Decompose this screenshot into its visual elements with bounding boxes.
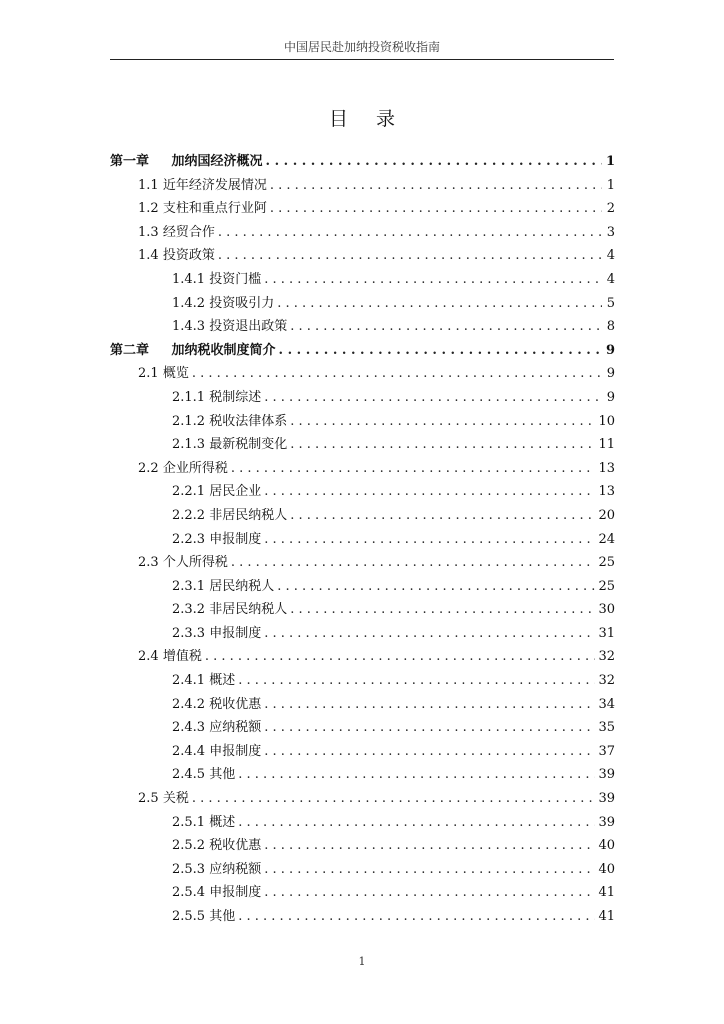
toc-entry-title: 投资政策 (162, 248, 215, 264)
toc-entry-label (172, 858, 261, 882)
toc-entry[interactable] (110, 292, 615, 316)
toc-entry-label (138, 244, 215, 268)
toc-entry[interactable] (110, 433, 615, 457)
toc-entry[interactable] (110, 787, 615, 811)
toc-entry-page: 10 (598, 413, 615, 429)
toc-entry-title: 申报制度 (209, 625, 262, 641)
toc-entry-number: 2.4.5 (172, 767, 206, 783)
toc-entry-page: 9 (606, 389, 615, 405)
page-number: 1 (358, 955, 366, 968)
toc-entry-label (172, 315, 287, 339)
toc-entry-number: 2.1.3 (172, 437, 206, 453)
toc-entry-number: 2.5.5 (172, 909, 206, 924)
toc-entry-number: 2.5 (138, 791, 159, 807)
toc-entry-page: 4 (606, 248, 615, 264)
toc-entry-title: 居民企业 (209, 484, 262, 500)
toc-entry-number: 2.3 (138, 555, 159, 571)
toc-entry-title: 投资吸引力 (209, 295, 275, 311)
toc-entry-number: 2.4.1 (172, 673, 206, 689)
toc-entry-label (172, 386, 261, 410)
toc-entry[interactable] (110, 905, 615, 929)
toc-entry[interactable] (110, 881, 615, 905)
toc-entry[interactable] (110, 457, 615, 481)
toc-entry-number: 2.4.3 (172, 720, 206, 736)
toc-entry-page: 20 (598, 507, 615, 523)
toc-entry-number: 2.2 (138, 460, 159, 476)
toc-entry-label (172, 268, 261, 292)
toc-entry-label (138, 221, 215, 245)
toc-entry-label (138, 174, 267, 198)
toc-entry-title: 非居民纳税人 (209, 602, 288, 618)
dot-leader (290, 315, 602, 339)
toc-entry-number: 2.4.2 (172, 696, 206, 712)
toc-entry[interactable] (110, 575, 615, 599)
toc-entry-label (110, 150, 263, 174)
dot-leader (290, 410, 595, 434)
toc-entry-label (172, 622, 261, 646)
toc-entry-title: 最新税制变化 (209, 437, 288, 453)
running-header: 中国居民赴加纳投资税收指南 (110, 38, 614, 60)
toc-entry-page: 31 (598, 625, 615, 641)
toc-entry-title: 申报制度 (209, 531, 262, 547)
toc-entry-title: 其他 (209, 909, 236, 924)
toc-entry[interactable] (110, 834, 615, 858)
toc-entry-label (138, 197, 267, 221)
toc-entry-page: 35 (598, 720, 615, 736)
toc-entry-number: 1.4.2 (172, 295, 206, 311)
dot-leader (270, 174, 602, 198)
dot-leader (192, 787, 596, 811)
toc-entry-label (172, 504, 287, 528)
toc-entry-number: 2.5.2 (172, 838, 206, 854)
toc-entry-page: 39 (598, 791, 615, 807)
toc-entry-label (172, 763, 235, 787)
toc-entry[interactable] (110, 763, 615, 787)
toc-entry-number: 2.5.3 (172, 861, 206, 877)
toc-entry-number: 2.3.3 (172, 625, 206, 641)
toc-entry[interactable] (110, 622, 615, 646)
toc-entry-title: 税制综述 (209, 389, 262, 405)
toc-entry-label (138, 457, 228, 481)
toc-entry-page: 5 (606, 295, 615, 311)
dot-leader (290, 433, 595, 457)
toc-entry-page: 32 (598, 649, 615, 665)
toc-entry-label (138, 362, 189, 386)
dot-leader (192, 362, 602, 386)
toc-entry-label (172, 811, 235, 835)
toc-entry-title: 加纳国经济概况 (171, 154, 263, 169)
dot-leader (264, 881, 595, 905)
toc-entry-page: 39 (598, 814, 615, 830)
toc-entry[interactable] (110, 693, 615, 717)
toc-entry-number: 1.2 (138, 201, 159, 217)
toc-entry-number: 2.1.2 (172, 413, 206, 429)
toc-entry-title: 应纳税额 (209, 861, 262, 877)
toc-entry-number: 1.4 (138, 248, 159, 264)
toc-entry[interactable] (110, 221, 615, 245)
dot-leader (231, 457, 596, 481)
toc-entry-number: 2.4.4 (172, 743, 206, 759)
toc-entry-number: 第一章 (110, 154, 150, 169)
toc-entry-label (172, 905, 235, 929)
toc-entry[interactable] (110, 598, 615, 622)
dot-leader (231, 551, 596, 575)
dot-leader (290, 598, 595, 622)
toc-entry-page: 4 (606, 271, 615, 287)
toc-entry-number: 1.1 (138, 177, 159, 193)
toc-entry-page: 37 (598, 743, 615, 759)
dot-leader (264, 740, 595, 764)
toc-entry-page: 9 (605, 342, 615, 358)
toc-entry-title: 投资门槛 (209, 271, 262, 287)
dot-leader (264, 858, 595, 882)
toc-entry-label (172, 410, 287, 434)
toc-entry[interactable] (110, 174, 615, 198)
toc-entry[interactable] (110, 528, 615, 552)
toc-entry-label (172, 834, 261, 858)
toc-entry-page: 41 (598, 909, 615, 924)
toc-entry-page: 34 (598, 696, 615, 712)
toc-entry-page: 2 (606, 201, 615, 217)
toc-entry-title: 居民纳税人 (209, 578, 275, 594)
toc-entry-number: 2.1.1 (172, 389, 206, 405)
toc-entry-page: 30 (598, 602, 615, 618)
toc-entry[interactable] (110, 811, 615, 835)
toc-entry-title: 税收优惠 (209, 696, 262, 712)
toc-entry-number: 2.5.4 (172, 885, 206, 901)
toc-entry-title: 其他 (209, 767, 236, 783)
dot-leader (277, 575, 595, 599)
toc-entry-page: 9 (606, 366, 615, 382)
toc-entry[interactable] (110, 669, 615, 693)
toc-entry-number: 2.2.2 (172, 507, 206, 523)
toc-entry[interactable] (110, 150, 615, 174)
toc-entry-label (172, 740, 261, 764)
toc-entry[interactable] (110, 197, 615, 221)
toc-entry-label (172, 528, 261, 552)
toc-entry[interactable] (110, 480, 615, 504)
toc-entry-number: 2.3.1 (172, 578, 206, 594)
dot-leader (238, 905, 595, 929)
toc-entry-label (172, 292, 274, 316)
toc-entry-title: 税收法律体系 (209, 413, 288, 429)
toc-entry-title: 申报制度 (209, 743, 262, 759)
toc-entry-page: 40 (598, 838, 615, 854)
toc-entry-number: 第二章 (110, 342, 150, 358)
toc-entry-label (138, 551, 228, 575)
dot-leader (264, 528, 595, 552)
toc-entry-number: 2.3.2 (172, 602, 206, 618)
toc-entry-number: 2.1 (138, 366, 159, 382)
toc-entry-number: 2.5.1 (172, 814, 206, 830)
toc-entry-number: 2.2.3 (172, 531, 206, 547)
toc-entry-title: 非居民纳税人 (209, 507, 288, 523)
toc-entry-label (138, 787, 189, 811)
toc-entry-title: 关税 (162, 791, 189, 807)
toc-entry-label (172, 433, 287, 457)
toc-entry-page: 13 (598, 460, 615, 476)
toc-entry-label (172, 669, 235, 693)
toc-heading: 目录 (328, 108, 423, 130)
toc-entry-number: 2.4 (138, 649, 159, 665)
toc-entry-title: 加纳税收制度简介 (171, 342, 276, 358)
toc-entry-title: 近年经济发展情况 (162, 177, 267, 193)
toc-entry-title: 企业所得税 (162, 460, 228, 476)
toc-entry[interactable] (110, 645, 615, 669)
toc-entry[interactable] (110, 362, 615, 386)
dot-leader (264, 480, 595, 504)
toc-entry[interactable] (110, 386, 615, 410)
dot-leader (277, 292, 602, 316)
toc-entry-page: 32 (598, 673, 615, 689)
toc-entry-page: 1 (606, 177, 615, 193)
toc-entry-number: 2.2.1 (172, 484, 206, 500)
toc-entry-page: 11 (598, 437, 615, 453)
toc-entry-title: 应纳税额 (209, 720, 262, 736)
toc-entry-page: 41 (598, 885, 615, 901)
toc-entry-page: 1 (605, 154, 615, 169)
toc-entry-page: 24 (598, 531, 615, 547)
toc-entry-label (172, 693, 261, 717)
toc-entry-page: 8 (606, 319, 615, 335)
table-of-contents (110, 150, 615, 929)
toc-entry-number: 1.3 (138, 224, 159, 240)
dot-leader (264, 386, 602, 410)
toc-entry-page: 40 (598, 861, 615, 877)
dot-leader (238, 811, 595, 835)
toc-entry[interactable] (110, 858, 615, 882)
toc-entry-title: 申报制度 (209, 885, 262, 901)
dot-leader (238, 669, 595, 693)
toc-entry-page: 25 (598, 555, 615, 571)
dot-leader (264, 268, 602, 292)
dot-leader (264, 693, 595, 717)
toc-entry-number: 1.4.3 (172, 319, 206, 335)
dot-leader (264, 834, 595, 858)
toc-entry-page: 13 (598, 484, 615, 500)
toc-entry-page: 3 (606, 224, 615, 240)
toc-entry-label (172, 480, 261, 504)
dot-leader (205, 645, 596, 669)
toc-entry[interactable] (110, 504, 615, 528)
toc-entry-title: 支柱和重点行业阿 (162, 201, 267, 217)
toc-entry-title: 概述 (209, 814, 236, 830)
toc-entry-page: 39 (598, 767, 615, 783)
toc-entry-title: 概述 (209, 673, 236, 689)
dot-leader (218, 221, 602, 245)
dot-leader (266, 150, 602, 174)
toc-entry[interactable] (110, 244, 615, 268)
toc-entry[interactable] (110, 740, 615, 764)
dot-leader (218, 244, 602, 268)
toc-entry-page: 25 (598, 578, 615, 594)
toc-entry[interactable] (110, 551, 615, 575)
toc-entry-label (110, 339, 276, 363)
toc-entry-label (172, 598, 287, 622)
dot-leader (264, 716, 595, 740)
toc-entry[interactable] (110, 268, 615, 292)
dot-leader (264, 622, 595, 646)
toc-entry-label (138, 645, 202, 669)
dot-leader (279, 339, 602, 363)
toc-entry-title: 概览 (162, 366, 189, 382)
toc-entry-title: 投资退出政策 (209, 319, 288, 335)
dot-leader (238, 763, 595, 787)
toc-entry[interactable] (110, 315, 615, 339)
toc-entry[interactable] (110, 410, 615, 434)
toc-entry[interactable] (110, 716, 615, 740)
toc-entry-title: 个人所得税 (162, 555, 228, 571)
dot-leader (270, 197, 602, 221)
toc-entry-label (172, 575, 274, 599)
toc-entry-title: 增值税 (162, 649, 202, 665)
toc-entry[interactable] (110, 339, 615, 363)
toc-entry-title: 经贸合作 (162, 224, 215, 240)
toc-entry-number: 1.4.1 (172, 271, 206, 287)
toc-entry-title: 税收优惠 (209, 838, 262, 854)
toc-entry-label (172, 881, 261, 905)
dot-leader (290, 504, 595, 528)
toc-entry-label (172, 716, 261, 740)
